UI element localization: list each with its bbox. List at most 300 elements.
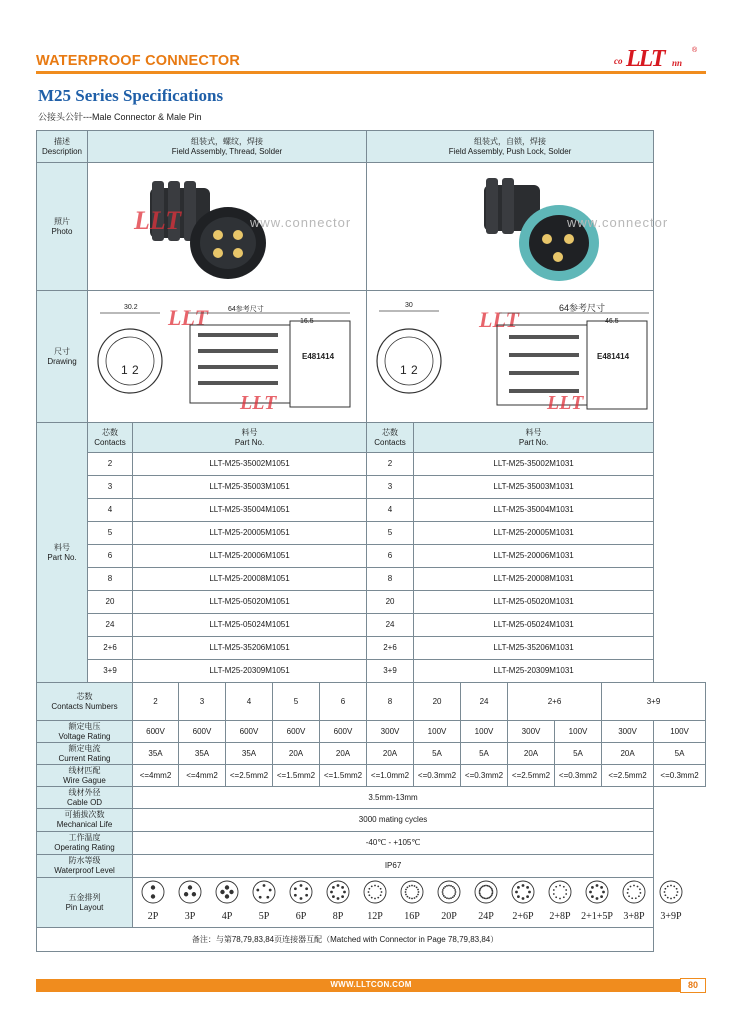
pin-dot (453, 887, 455, 889)
cn-value: 6 (320, 683, 367, 721)
pin-dot (635, 897, 637, 899)
col1-desc: 组装式，螺纹，焊接 Field Assembly, Thread, Solder (88, 131, 367, 163)
drawing-cell-2 (367, 291, 654, 423)
col2-desc: 组装式，自锁，焊接 Field Assembly, Push Lock, Solder (367, 131, 654, 163)
pin-dot (377, 885, 379, 887)
pin-dot (453, 895, 455, 897)
svg-text:1: 1 (121, 363, 128, 377)
pin-dot (368, 894, 370, 896)
pin-dot (673, 897, 675, 899)
pin-dot (381, 891, 383, 893)
pin-dot (368, 891, 370, 893)
pin-dot (596, 897, 599, 900)
pin-dot (630, 886, 632, 888)
part-contacts: 3+9 (88, 660, 133, 683)
part-contacts: 24 (88, 614, 133, 637)
part-number: LLT-M25-20008M1051 (133, 568, 367, 591)
part-contacts: 24 (367, 614, 414, 637)
pin-dot (563, 896, 565, 898)
pin-dot (522, 897, 525, 900)
pin-dot (559, 898, 561, 900)
cable-value: 3.5mm-13mm (133, 787, 654, 809)
pin-layout-item (364, 881, 386, 922)
contacts-hdr-1: 芯数 Contacts (88, 423, 133, 453)
pin-dot (526, 895, 529, 898)
pin-dot (416, 896, 418, 898)
svg-text:co: co (614, 56, 623, 66)
drawing-thread (90, 291, 375, 419)
svg-text:2: 2 (411, 363, 418, 377)
part-contacts: 8 (367, 568, 414, 591)
voltage-value: 100V (654, 721, 706, 743)
pin-dot (380, 888, 382, 890)
wire-value: <=1.5mm2 (320, 765, 367, 787)
svg-text:LLT: LLT (479, 307, 519, 332)
pin-dot (332, 886, 335, 889)
wire-label: 线材匹配 Wire Gague (37, 765, 133, 787)
pin-dot (485, 898, 487, 900)
pin-dot (667, 885, 669, 887)
pin-face-outline (438, 881, 460, 903)
pin-dot (677, 891, 679, 893)
part-contacts: 6 (88, 545, 133, 568)
pin-layout-item (142, 881, 164, 922)
pin-layout-label-text: 24P (478, 911, 494, 922)
pin-dot (416, 887, 418, 889)
pin-layout-label-text: 3P (184, 911, 196, 922)
svg-text:46.5: 46.5 (605, 318, 619, 325)
pin-dot (515, 891, 518, 894)
pin-face-outline (623, 881, 645, 903)
part-contacts: 20 (88, 591, 133, 614)
voltage-value: 100V (555, 721, 602, 743)
pin-dot (591, 886, 594, 889)
pin-dot (491, 888, 493, 890)
pin-dot (664, 888, 666, 890)
pin-layout-item (327, 881, 349, 922)
pin-layout-item (549, 881, 571, 922)
svg-text:LLT: LLT (626, 46, 664, 72)
contacts-hdr-2: 芯数 Contacts (367, 423, 414, 453)
wire-value: <=0.3mm2 (654, 765, 706, 787)
voltage-value: 300V (602, 721, 654, 743)
pin-layout-label: 五金排列 Pin Layout (37, 878, 133, 928)
pin-dot (269, 889, 272, 892)
part-number: LLT-M25-35206M1031 (414, 637, 654, 660)
pin-dot (225, 894, 229, 898)
pin-layout-item (179, 881, 201, 922)
current-label: 额定电流 Current Rating (37, 743, 133, 765)
pin-dot (343, 891, 346, 894)
part-number: LLT-M25-05020M1051 (133, 591, 367, 614)
partno-hdr-2: 料号 Part No. (414, 423, 654, 453)
pin-dot (443, 887, 445, 889)
pin-dot (479, 893, 481, 895)
pin-face-outline (179, 881, 201, 903)
pin-face-outline (401, 881, 423, 903)
pin-layout-label-text: 2P (147, 911, 159, 922)
voltage-value: 600V (226, 721, 273, 743)
pin-layout-item (290, 881, 312, 922)
pin-face-outline (549, 881, 571, 903)
pin-dot (332, 895, 335, 898)
pin-dot (371, 897, 373, 899)
pin-dot (414, 897, 416, 899)
pin-dot (517, 895, 520, 898)
pin-dot (563, 886, 565, 888)
svg-text:16.5: 16.5 (300, 318, 314, 325)
pin-dot (522, 884, 525, 887)
part-contacts: 8 (88, 568, 133, 591)
current-value: 35A (133, 743, 179, 765)
part-number: LLT-M25-20309M1051 (133, 660, 367, 683)
pin-dot (492, 891, 494, 893)
pin-face-outline (142, 881, 164, 903)
cn-value: 4 (226, 683, 273, 721)
svg-text:30.2: 30.2 (124, 304, 138, 311)
pin-dot (444, 896, 446, 898)
pin-dot (640, 892, 642, 894)
svg-text:E481414: E481414 (597, 352, 630, 361)
cn-value: 5 (273, 683, 320, 721)
pin-layout-item (512, 881, 534, 922)
wire-value: <=2.5mm2 (508, 765, 555, 787)
pin-dot (526, 886, 529, 889)
partno-hdr-1: 料号 Part No. (133, 423, 367, 453)
temp-value: -40℃ - +105℃ (133, 832, 654, 855)
part-number: LLT-M25-35004M1051 (133, 499, 367, 522)
current-value: 35A (179, 743, 226, 765)
pin-dot (482, 885, 484, 887)
pin-dot (414, 885, 416, 887)
pin-dot (411, 885, 413, 887)
pin-dot (220, 890, 224, 894)
contacts-numbers-label: 芯数 Contacts Numbers (37, 683, 133, 721)
part-number: LLT-M25-20005M1051 (133, 522, 367, 545)
voltage-label: 额定电压 Voltage Rating (37, 721, 133, 743)
svg-text:64参考尺寸: 64参考尺寸 (559, 303, 606, 313)
voltage-value: 100V (461, 721, 508, 743)
pin-dot (341, 886, 344, 889)
pin-layout-label-text: 5P (258, 911, 270, 922)
pin-dot (330, 891, 333, 894)
pin-dot (259, 896, 262, 899)
cable-label: 线材外径 Cable OD (37, 787, 133, 809)
pin-layout-item (475, 881, 497, 922)
pin-dot (450, 885, 452, 887)
pin-dot (454, 893, 456, 895)
header-title: WATERPROOF CONNECTOR (36, 53, 241, 69)
drawing-label: 尺寸 Drawing (37, 291, 88, 423)
pin-layout-label-text: 4P (221, 911, 233, 922)
cn-value: 3+9 (602, 683, 706, 721)
voltage-value: 600V (133, 721, 179, 743)
pin-dot (151, 894, 155, 898)
pin-dot (631, 897, 633, 899)
part-number: LLT-M25-20008M1031 (414, 568, 654, 591)
svg-text:E481414: E481414 (302, 352, 335, 361)
current-value: 20A (508, 743, 555, 765)
pin-layout-diagram (135, 878, 703, 924)
pin-dot (266, 896, 269, 899)
part-number: LLT-M25-35003M1051 (133, 476, 367, 499)
pin-dot (479, 891, 481, 893)
pin-dot (676, 894, 678, 896)
pin-dot (407, 887, 409, 889)
partno-label: 料号 Part No. (37, 423, 88, 683)
pin-dot (528, 891, 531, 894)
pin-dot (488, 897, 490, 899)
voltage-value: 600V (273, 721, 320, 743)
pin-dot (443, 895, 445, 897)
pin-layout-label-text: 6P (295, 911, 307, 922)
pin-dot (263, 884, 266, 887)
pin-dot (417, 894, 419, 896)
pin-dot (628, 895, 630, 897)
cn-value: 8 (367, 683, 414, 721)
pin-dot (633, 885, 635, 887)
svg-text:2: 2 (132, 363, 139, 377)
pin-dot (300, 884, 303, 887)
pin-dot (667, 897, 669, 899)
pin-dot (300, 897, 303, 900)
svg-text:nn: nn (672, 58, 683, 68)
pin-dot (452, 896, 454, 898)
pin-dot (639, 888, 641, 890)
current-value: 20A (320, 743, 367, 765)
pin-dot (256, 889, 259, 892)
voltage-value: 100V (414, 721, 461, 743)
part-number: LLT-M25-20005M1031 (414, 522, 654, 545)
part-number: LLT-M25-35004M1031 (414, 499, 654, 522)
pin-dot (676, 888, 678, 890)
pin-dot (192, 892, 196, 896)
part-contacts: 3 (88, 476, 133, 499)
spec-table (36, 130, 706, 952)
series-title: M25 Series Specifications (38, 86, 224, 105)
drawing-pushlock (369, 291, 654, 419)
pin-layout-label-text: 3+8P (623, 911, 645, 922)
pin-dot (151, 885, 155, 889)
current-value: 5A (461, 743, 508, 765)
pin-dot (446, 885, 448, 887)
pin-dot (341, 895, 344, 898)
svg-text:64参考尺寸: 64参考尺寸 (228, 306, 264, 313)
note: 备注：与第78,79,83,84页连接器互配（Matched with Connector in Page 78,79,83,84） (37, 928, 654, 952)
current-value: 5A (654, 743, 706, 765)
pin-dot (553, 893, 555, 895)
pin-dot (589, 891, 592, 894)
pin-layout-label-text: 16P (404, 911, 420, 922)
voltage-value: 600V (320, 721, 367, 743)
pin-dot (664, 891, 666, 893)
svg-text:30: 30 (405, 302, 413, 309)
part-number: LLT-M25-35003M1031 (414, 476, 654, 499)
wire-value: <=1.5mm2 (273, 765, 320, 787)
pin-dot (337, 884, 340, 887)
pin-dot (517, 886, 520, 889)
desc-label: 描述 Description (37, 131, 88, 163)
part-number: LLT-M25-05024M1031 (414, 614, 654, 637)
pin-dot (444, 886, 446, 888)
part-contacts: 3+9 (367, 660, 414, 683)
current-value: 5A (414, 743, 461, 765)
part-number: LLT-M25-35002M1031 (414, 453, 654, 476)
pin-dot (491, 889, 493, 891)
pin-dot (294, 894, 297, 897)
pin-dot (371, 885, 373, 887)
pin-layout-item (253, 881, 275, 922)
pin-dot (448, 898, 450, 900)
pin-dot (670, 885, 672, 887)
pin-dot (418, 891, 420, 893)
pin-face-outline (660, 881, 682, 903)
footer-bar (36, 979, 706, 992)
pin-layout-label-text: 20P (441, 911, 457, 922)
svg-text:www.connector: www.connector (567, 215, 669, 230)
pin-dot (637, 886, 639, 888)
pin-dot (409, 897, 411, 899)
page-header (36, 48, 706, 74)
part-contacts: 4 (367, 499, 414, 522)
pin-layout-cell (133, 878, 682, 928)
part-number: LLT-M25-20006M1031 (414, 545, 654, 568)
pin-dot (673, 885, 675, 887)
pin-dot (380, 894, 382, 896)
pin-dot (602, 891, 605, 894)
wire-value: <=4mm2 (133, 765, 179, 787)
pin-dot (479, 889, 481, 891)
pin-layout-item (401, 881, 423, 922)
pin-dot (627, 888, 629, 890)
mech-label: 可插拔次数 Mechanical Life (37, 809, 133, 832)
pin-dot (305, 894, 308, 897)
current-value: 20A (367, 743, 414, 765)
pin-dot (374, 885, 376, 887)
photo-cell-2 (367, 163, 669, 291)
wire-value: <=1.0mm2 (367, 765, 414, 787)
wire-value: <=2.5mm2 (602, 765, 654, 787)
voltage-value: 300V (367, 721, 414, 743)
pin-dot (565, 889, 567, 891)
pin-dot (638, 895, 640, 897)
pin-layout-item (660, 881, 682, 922)
svg-text:1: 1 (400, 363, 407, 377)
pin-dot (442, 889, 444, 891)
pin-dot (485, 885, 487, 887)
pin-layout-item (581, 881, 613, 922)
pin-dot (455, 891, 457, 893)
pin-dot (305, 887, 308, 890)
pin-dot (405, 891, 407, 893)
pin-dot (377, 897, 379, 899)
pin-dot (188, 885, 192, 889)
part-contacts: 4 (88, 499, 133, 522)
svg-text:www.connector: www.connector (250, 215, 352, 230)
part-number: LLT-M25-35206M1051 (133, 637, 367, 660)
pin-dot (405, 894, 407, 896)
pin-dot (411, 898, 413, 900)
pin-dot (479, 894, 481, 896)
pin-layout-label-text: 8P (332, 911, 344, 922)
pin-dot (294, 887, 297, 890)
drawing-cell-1 (88, 291, 367, 423)
pin-layout-label-text: 3+9P (660, 911, 682, 922)
svg-text:®: ® (692, 47, 698, 54)
photo-cell-1 (88, 163, 367, 291)
part-contacts: 2+6 (88, 637, 133, 660)
pin-dot (596, 884, 599, 887)
part-contacts: 6 (367, 545, 414, 568)
temp-label: 工作温度 Operating Rating (37, 832, 133, 855)
cn-value: 2 (133, 683, 179, 721)
photo-label: 照片 Photo (37, 163, 88, 291)
pin-face-outline (216, 881, 238, 903)
pin-dot (483, 885, 485, 887)
cn-value: 3 (179, 683, 226, 721)
subtitle: 公接头公针---Male Connector & Male Pin (38, 112, 202, 122)
pin-dot (487, 885, 489, 887)
pin-dot (591, 895, 594, 898)
pin-dot (405, 889, 407, 891)
pin-dot (454, 889, 456, 891)
wire-value: <=0.3mm2 (414, 765, 461, 787)
part-number: LLT-M25-35002M1051 (133, 453, 367, 476)
mech-value: 3000 mating cycles (133, 809, 654, 832)
svg-text:LLT: LLT (134, 206, 182, 235)
pin-dot (487, 897, 489, 899)
pin-dot (225, 885, 229, 889)
part-contacts: 5 (367, 522, 414, 545)
part-contacts: 20 (367, 591, 414, 614)
svg-text:LLT: LLT (168, 305, 208, 330)
pin-dot (555, 896, 557, 898)
current-value: 20A (602, 743, 654, 765)
pin-dot (483, 897, 485, 899)
pin-dot (337, 897, 340, 900)
wire-value: <=0.3mm2 (555, 765, 602, 787)
pin-dot (446, 897, 448, 899)
connector-photo-pushlock (369, 163, 669, 287)
ip-label: 防水等级 Waterproof Level (37, 855, 133, 878)
pin-dot (407, 896, 409, 898)
page-number: 80 (680, 978, 706, 993)
pin-layout-item (623, 881, 645, 922)
pin-layout-item (438, 881, 460, 922)
pin-dot (409, 885, 411, 887)
svg-text:LLT: LLT (240, 392, 277, 414)
part-number: LLT-M25-20309M1031 (414, 660, 654, 683)
pin-dot (491, 893, 493, 895)
pin-layout-label-text: 2+6P (512, 911, 534, 922)
part-number: LLT-M25-20006M1051 (133, 545, 367, 568)
cn-value: 2+6 (508, 683, 602, 721)
cn-value: 24 (461, 683, 508, 721)
pin-dot (627, 892, 629, 894)
wire-value: <=0.3mm2 (461, 765, 508, 787)
pin-dot (553, 889, 555, 891)
pin-dot (368, 888, 370, 890)
svg-text:LLT: LLT (547, 392, 584, 414)
pin-dot (184, 892, 188, 896)
pin-layout-label-text: 12P (367, 911, 383, 922)
current-value: 20A (273, 743, 320, 765)
current-value: 5A (555, 743, 602, 765)
pin-dot (559, 885, 561, 887)
footer-url[interactable]: WWW.LLTCON.COM (330, 980, 412, 989)
pin-dot (229, 890, 233, 894)
cn-value: 20 (414, 683, 461, 721)
